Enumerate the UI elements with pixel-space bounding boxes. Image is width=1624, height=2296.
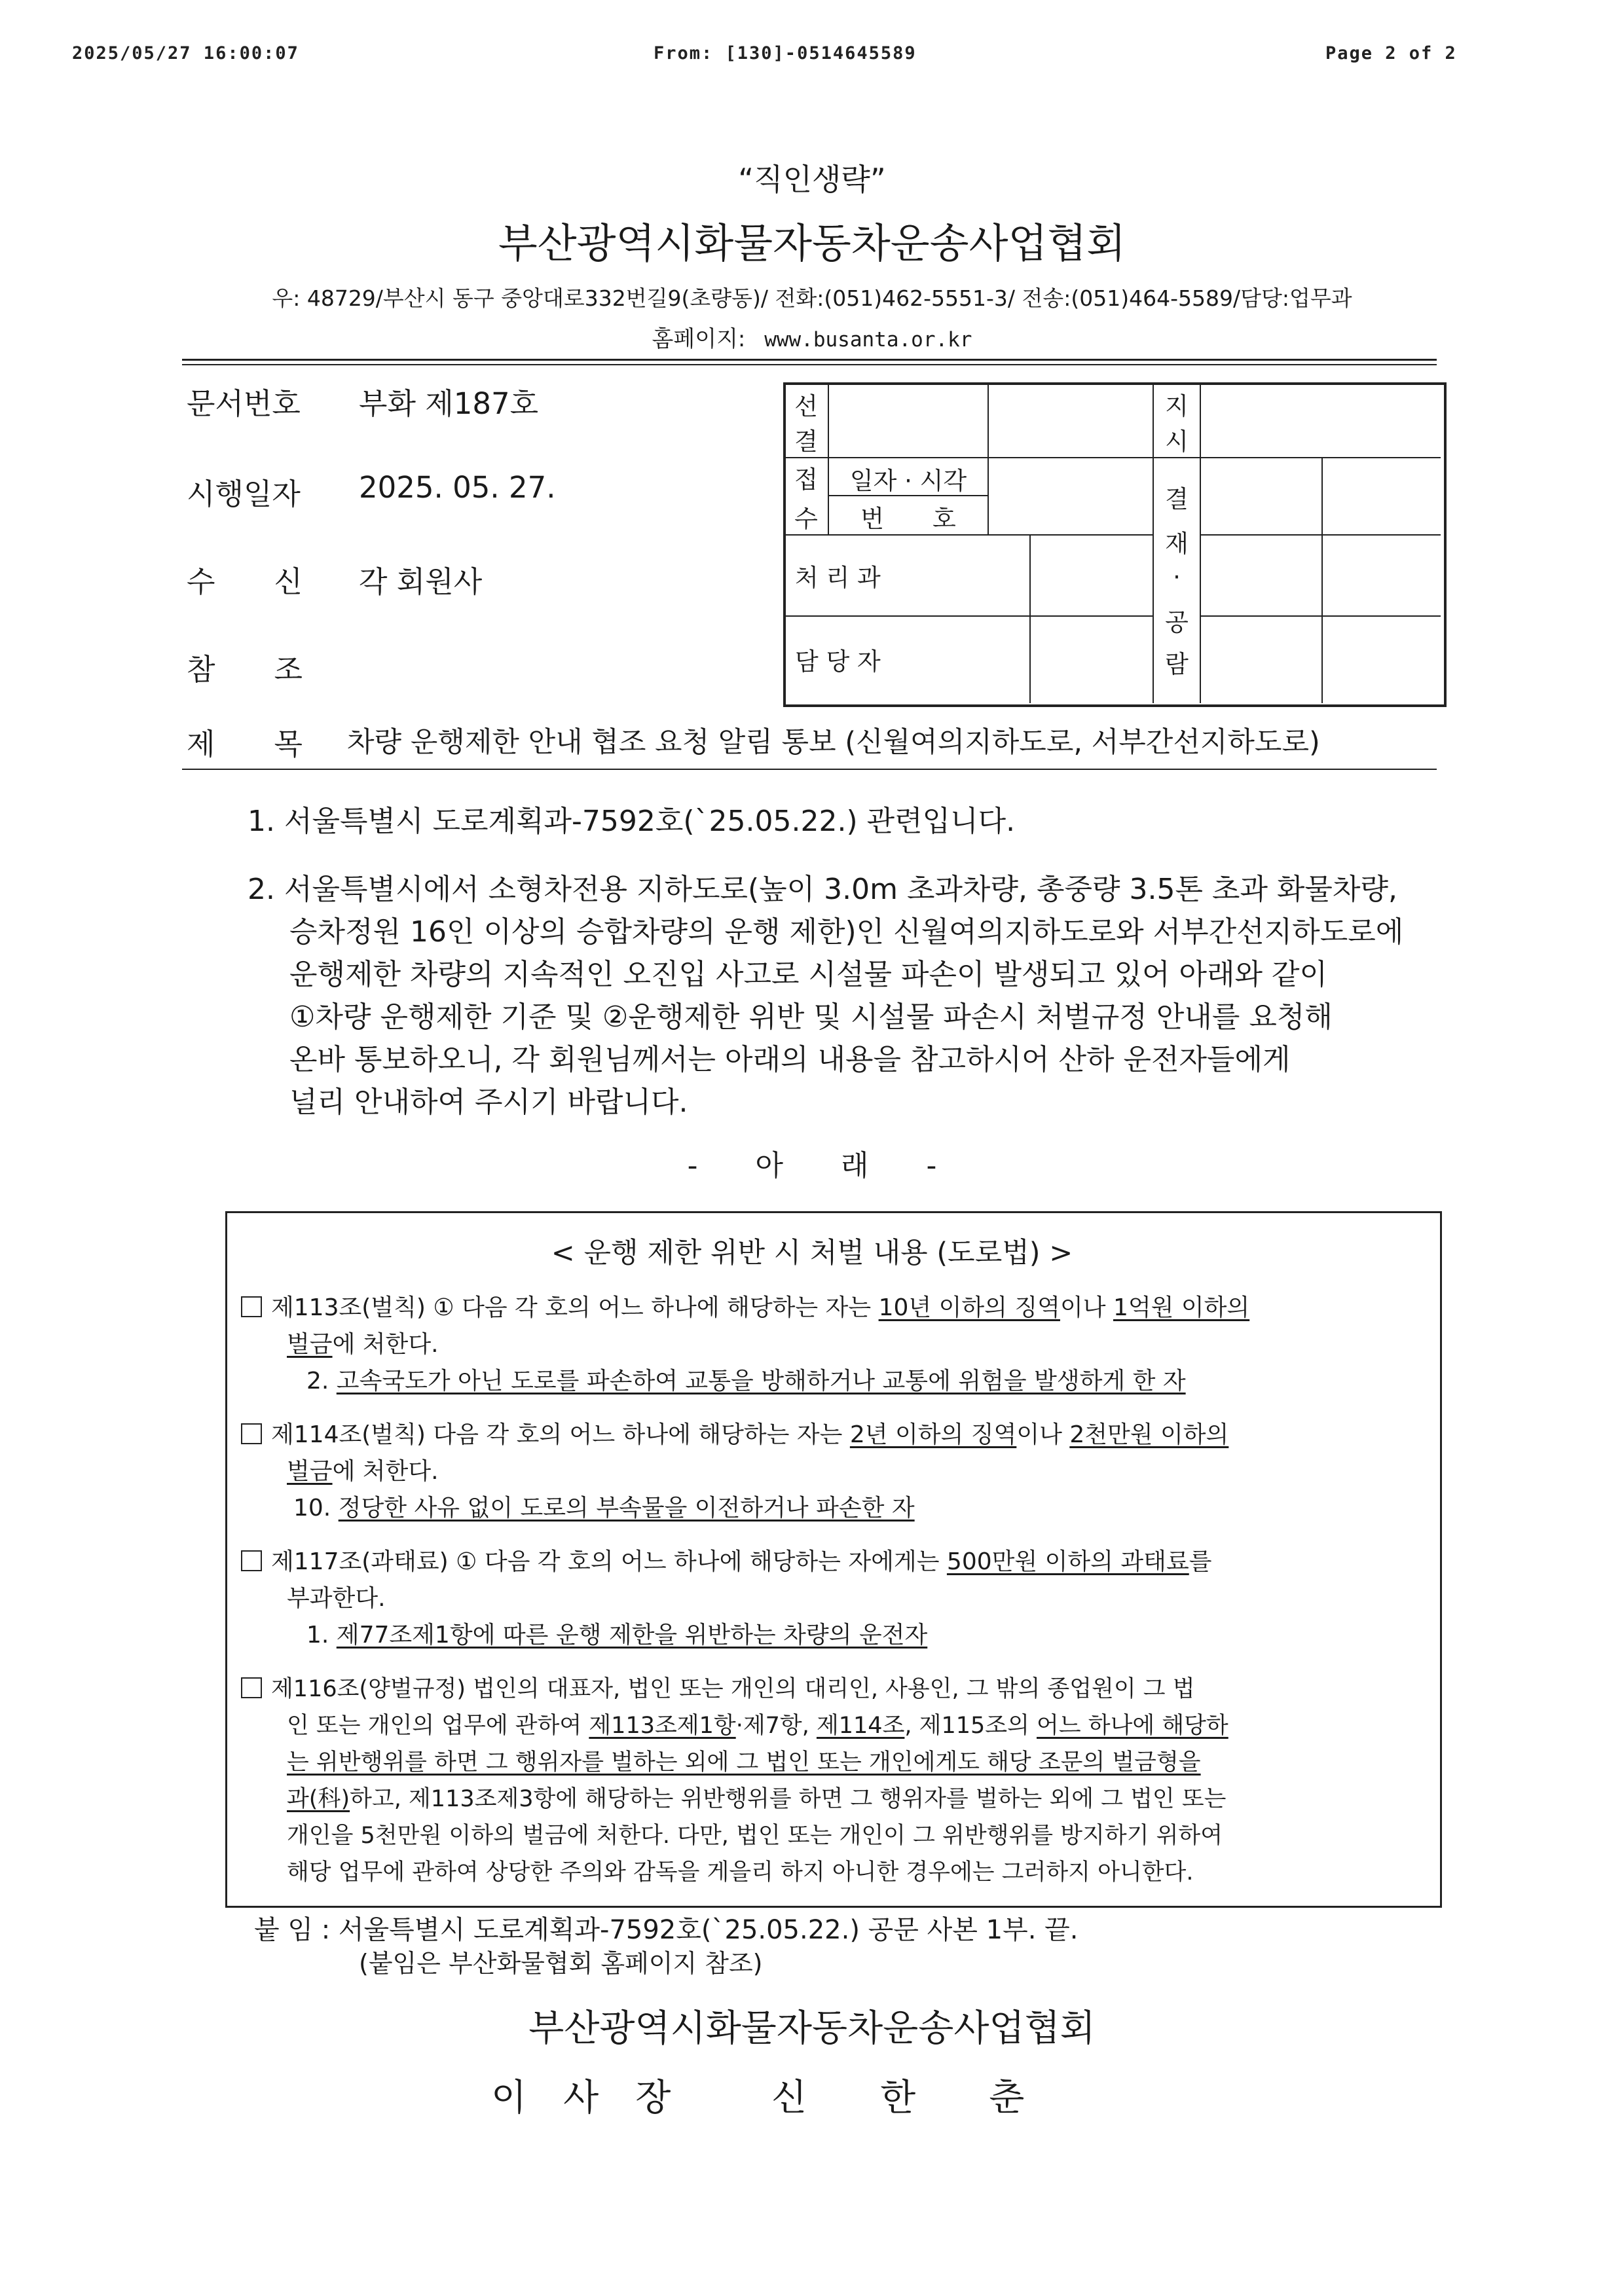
- homepage-label: 홈페이지:: [652, 326, 746, 352]
- body-item-1: 1. 서울특별시 도로계획과-7592호(`25.05.22.) 관련입니다.: [248, 805, 1016, 838]
- approval-jeop: 접: [794, 465, 818, 494]
- header-rule-2: [182, 364, 1437, 365]
- attachment-line-1: 붙 임 : 서울특별시 도로계획과-7592호(`25.05.22.) 공문 사본 1부. 끝.: [254, 1915, 1079, 1945]
- org-title: 부산광역시화물자동차운송사업협회: [498, 219, 1126, 267]
- approval-gong: 공: [1165, 608, 1189, 636]
- subject-rule: [182, 769, 1437, 770]
- homepage: [0, 321, 1624, 353]
- doc-no: 부화 제187호: [359, 386, 539, 421]
- chair-name: 신 한 춘: [771, 2077, 1025, 2119]
- approval-dept: 처 리 과: [795, 564, 881, 592]
- attachment-line-2: (붙임은 부산화물협회 홈페이지 참조): [359, 1949, 763, 1978]
- recipient-label: 수 신: [187, 564, 303, 599]
- ref-label: 참 조: [187, 652, 303, 687]
- art116-line-2: 인 또는 개인의 업무에 관하여 제113조제1항·제7항, 제114조, 제115조의 어느 하나에 해당하: [287, 1713, 1228, 1739]
- body-item-2-line-2: 승차정원 16인 이상의 승합차량의 운행 제한)인 신월여의지하도로와 서부간선지하도로에: [289, 915, 1404, 949]
- art117-item-1: 1. 제77조제1항에 따른 운행 제한을 위반하는 차량의 운전자: [306, 1622, 928, 1649]
- recipient-value: 각 회원사: [359, 564, 483, 599]
- approval-staff: 담 당 자: [795, 647, 881, 676]
- approval-dot: ·: [1173, 563, 1181, 591]
- art116-line-3: 는 위반행위를 하면 그 행위자를 벌하는 외에 그 법인 또는 개인에게도 해당 조문의 벌금형을: [287, 1749, 1201, 1776]
- checkbox-icon: [241, 1296, 262, 1317]
- signature-org: 부산광역시화물자동차운송사업협회: [528, 2007, 1096, 2050]
- body-item-2-line-4: ①차량 운행제한 기준 및 ②운행제한 위반 및 시설물 파손시 처벌규정 안내를 요청해: [289, 1000, 1333, 1034]
- art114-line-2: 벌금에 처한다.: [287, 1458, 439, 1485]
- approval-number: 번 호: [860, 505, 956, 533]
- approval-date-time: 일자 · 시각: [849, 467, 967, 495]
- art113-item-2: 2. 고속국도가 아닌 도로를 파손하여 교통을 방해하거나 교통에 위험을 발생하게 한 자: [306, 1368, 1186, 1394]
- tagline: “직인생략”: [738, 162, 886, 197]
- art114-line-1: 제114조(벌칙) 다음 각 호의 어느 하나에 해당하는 자는 2년 이하의 징역이나 2천만원 이하의: [241, 1417, 1228, 1453]
- art117-line-1: 제117조(과태료) ① 다음 각 호의 어느 하나에 해당하는 자에게는 500만원 이하의 과태료를: [241, 1544, 1212, 1580]
- art116-line-5: 개인을 5천만원 이하의 벌금에 처한다. 다만, 법인 또는 개인이 그 위반행위를 방지하기 위하여: [287, 1823, 1223, 1849]
- art113-line-1: 제113조(벌칙) ① 다음 각 호의 어느 하나에 해당하는 자는 10년 이하의 징역이나 1억원 이하의: [241, 1290, 1249, 1326]
- subject-label: 제 목: [187, 727, 303, 761]
- fax-timestamp: 2025/05/27 16:00:07: [72, 43, 299, 64]
- art116-line-4: 과(科)하고, 제113조제3항에 해당하는 위반행위를 하면 그 행위자를 벌하는 외에 그 법인 또는: [287, 1786, 1227, 1812]
- approval-ram: 람: [1165, 650, 1189, 678]
- approval-gyeol: 결: [794, 428, 818, 456]
- approval-seon: 선: [794, 392, 818, 420]
- checkbox-icon: [241, 1550, 262, 1571]
- art114-item-10: 10. 정당한 사유 없이 도로의 부속물을 이전하거나 파손한 자: [293, 1495, 915, 1522]
- approval-jae: 재: [1165, 530, 1189, 558]
- art113-line-2: 벌금에 처한다.: [287, 1331, 439, 1358]
- fax-from: From: [130]-0514645589: [654, 43, 917, 64]
- below-heading: - 아 래 -: [687, 1149, 937, 1182]
- approval-si: 시: [1165, 428, 1189, 456]
- approval-su: 수: [794, 505, 818, 533]
- body-item-2-line-3: 운행제한 차량의 지속적인 오진입 사고로 시설물 파손이 발생되고 있어 아래와 같이: [289, 958, 1327, 991]
- art116-line-1: 제116조(양벌규정) 법인의 대표자, 법인 또는 개인의 대리인, 사용인, 그 밖의 종업원이 그 법: [241, 1671, 1195, 1707]
- chair-title: 이 사 장: [491, 2077, 671, 2119]
- art117-line-2: 부과한다.: [287, 1585, 386, 1612]
- date-label: 시행일자: [187, 477, 301, 511]
- fax-page: Page 2 of 2: [1325, 43, 1457, 64]
- checkbox-icon: [241, 1677, 262, 1698]
- approval-gyeol2: 결: [1165, 485, 1189, 513]
- body-item-2-line-1: 2. 서울특별시에서 소형차전용 지하도로(높이 3.0m 초과차량, 총중량 3.5톤 초과 화물차량,: [248, 873, 1397, 906]
- doc-no-label: 문서번호: [187, 386, 301, 421]
- penalty-box-title: < 운행 제한 위반 시 처벌 내용 (도로법) >: [551, 1237, 1073, 1269]
- approval-ji: 지: [1165, 392, 1189, 420]
- art116-line-6: 해당 업무에 관하여 상당한 주의와 감독을 게을리 하지 아니한 경우에는 그러하지 아니한다.: [287, 1859, 1194, 1886]
- subject: 차량 운행제한 안내 협조 요청 알림 통보 (신월여의지하도로, 서부간선지하도로): [347, 726, 1320, 759]
- body-item-2-line-5: 온바 통보하오니, 각 회원님께서는 아래의 내용을 참고하시어 산하 운전자들에게: [289, 1043, 1291, 1076]
- date-value: 2025. 05. 27.: [359, 470, 556, 505]
- body-item-2-line-6: 널리 안내하여 주시기 바랍니다.: [289, 1085, 688, 1119]
- homepage-url[interactable]: www.busanta.or.kr: [764, 328, 972, 352]
- checkbox-icon: [241, 1423, 262, 1444]
- address: 우: 48729/부산시 동구 중앙대로332번길9(초량동)/ 전화:(051)462-5551-3/ 전송:(051)464-5589/담당:업무과: [272, 285, 1352, 311]
- header-rule-1: [182, 359, 1437, 361]
